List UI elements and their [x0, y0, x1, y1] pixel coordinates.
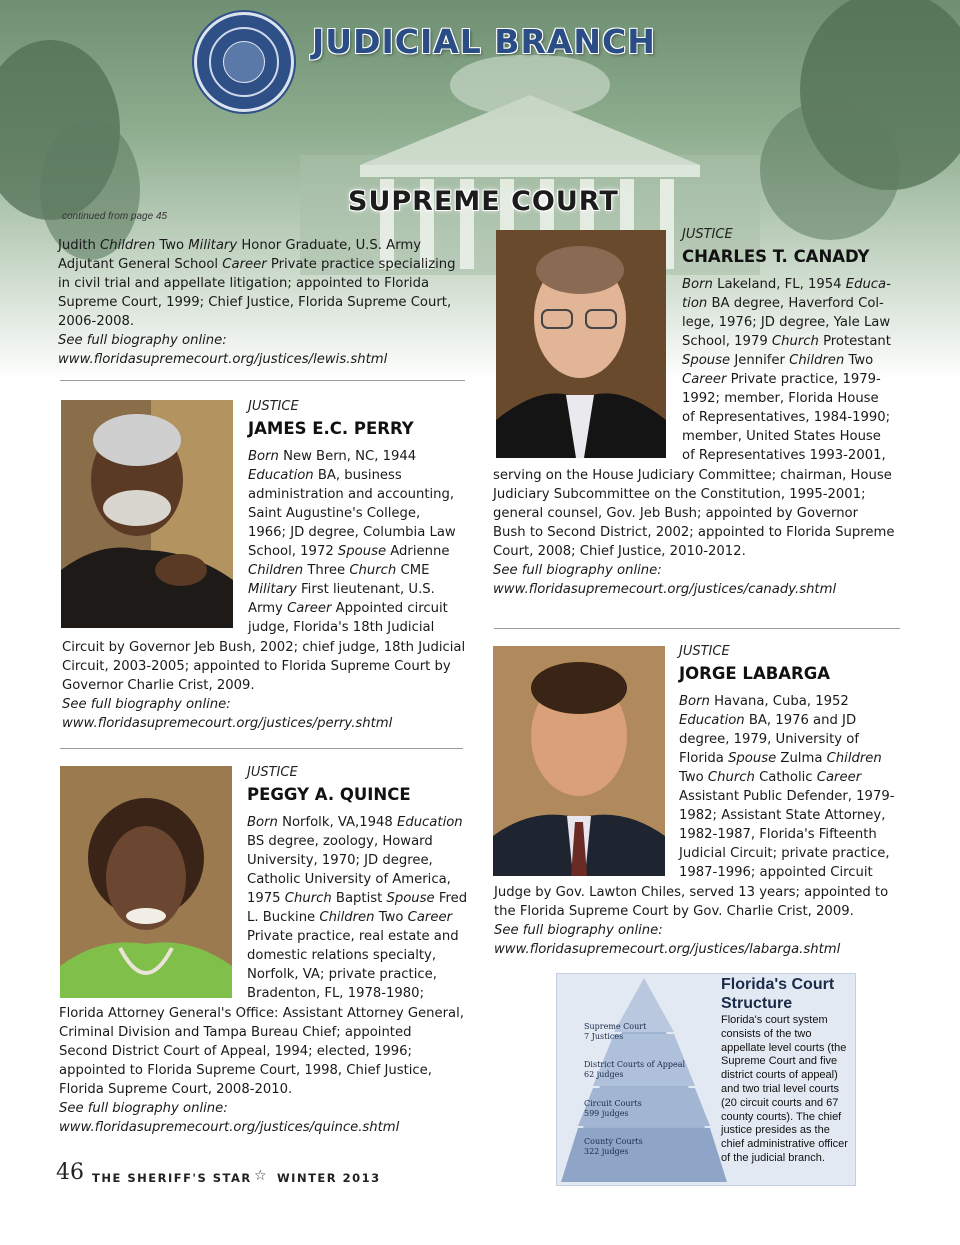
quince-bio-top: Born Norfolk, VA,1948 Education BS degree, zoology, Howard University, 1970; JD degree, Catholic University of America, 1975 Church Baptist Spouse Fred L. Buckine Children Two Career Private practice, real estate and domestic relations specialty, Norfolk, VA; private practice, Bradenton, FL, 1978-1980;: [247, 815, 468, 1001]
lewis-see-more: See full biography online:: [58, 333, 227, 348]
pyramid-level-circuit: Circuit Courts 599 judges: [584, 1099, 642, 1118]
perry-photo: [61, 400, 233, 628]
page-number: 46: [56, 1160, 84, 1185]
labarga-name: JORGE LABARGA: [679, 664, 831, 683]
continued-note: continued from page 45: [62, 211, 168, 222]
pyramid-level-district: District Courts of Appeal 62 judges: [584, 1060, 686, 1079]
perry-bio-top: Born New Bern, NC, 1944 Education BA, business administration and accounting, Saint Augustine's College, 1966; JD degree, Columbia Law School, 1972 Spouse Adrienne Children Three Church CME Military First lieutenant, U.S. Army Career Appointed circuit judge, Florida's 18th Judicial: [248, 449, 456, 635]
canady-bio-bottom: serving on the House Judiciary Committee; chairman, House Judiciary Subcommittee on the Constitution, 1995-2001; general counsel, Gov. Jeb Bush; appointed by Governor Bush to Second District, 2002; appointed to Florida Supreme Court, 2008; Chief Justice, 2010-2012. See full biography online: www.floridasupremecourt.org/justices/canady.shtml: [493, 466, 903, 599]
page-title: JUDICIAL BRANCH: [312, 22, 656, 61]
divider: [60, 748, 463, 749]
tree-right-image: [760, 0, 960, 260]
perry-label: JUSTICE: [248, 399, 299, 414]
canady-name: CHARLES T. CANADY: [682, 247, 870, 266]
labarga-see-more: See full biography online:: [494, 923, 663, 938]
quince-label: JUSTICE: [247, 765, 298, 780]
labarga-bio-bottom: Judge by Gov. Lawton Chiles, served 13 years; appointed to the Florida Supreme Court by Gov. Charlie Crist, 2009. See full biography online: www.floridasupremecourt.org/justices/labarga.shtml: [494, 883, 904, 959]
labarga-label: JUSTICE: [679, 644, 730, 659]
divider: [494, 628, 900, 629]
pyramid-level-supreme: Supreme Court 7 Justices: [584, 1022, 647, 1041]
perry-bio-bottom: Circuit by Governor Jeb Bush, 2002; chief judge, 18th Judicial Circuit, 2003-2005; appointed to Florida Supreme Court by Governor Charlie Crist, 2009. See full biography online: www.floridasupremecourt.org/justices/perry.shtml: [62, 638, 482, 733]
labarga-photo: [493, 646, 665, 876]
perry-see-more: See full biography online:: [62, 697, 231, 712]
pyramid-level-county: County Courts 322 judges: [584, 1137, 643, 1156]
quince-bio-bottom: Florida Attorney General's Office: Assistant Attorney General, Criminal Division and Tampa Bureau Chief; appointed Second District Court of Appeal, 1994; elected, 1996; appointed to Florida Supreme Court, 1998, Chief Justice, Florida Supreme Court, 2008-2010. See full biography online: www.floridasupremecourt.org/justices/quince.shtml: [59, 1004, 479, 1137]
lewis-bio: Judith Children Two Military Honor Graduate, U.S. Army Adjutant General School Career Private practice specializing in civil trial and appellate litigation; appointed to Florida Supreme Court, 1999; Chief Justice, Florida Supreme Court, 2006-2008. See full biography online: www.floridasupremecourt.org/justices/lewis.shtml: [58, 236, 478, 369]
quince-name: PEGGY A. QUINCE: [247, 785, 411, 804]
issue-date: WINTER 2013: [277, 1171, 381, 1185]
perry-name: JAMES E.C. PERRY: [248, 419, 414, 438]
lewis-bio-link[interactable]: www.floridasupremecourt.org/justices/lewis.shtml: [58, 352, 388, 367]
florida-supreme-court-seal-icon: [194, 12, 294, 112]
quince-photo: [60, 766, 232, 998]
perry-bio-link[interactable]: www.floridasupremecourt.org/justices/perry.shtml: [62, 716, 393, 731]
canady-see-more: See full biography online:: [493, 563, 662, 578]
canady-photo: [496, 230, 666, 458]
quince-bio-link[interactable]: www.floridasupremecourt.org/justices/quince.shtml: [59, 1120, 400, 1135]
canady-bio-top: Born Lakeland, FL, 1954 Educa- tion BA degree, Haverford Col- lege, 1976; JD degree, Yale Law School, 1979 Church Protestant Spouse Jennifer Children Two Career Private practice, 1979- 1992; member, Florida House of Representatives, 1984-1990; member, United States House of Representatives 1993-2001,: [682, 277, 891, 463]
court-structure-text: Florida's court system consists of the two appellate level courts (the Supreme Court and five district courts of appeal) and two trial level courts (20 circuit courts and 67 county courts). The chief justice presides as the chief administrative officer of the judicial branch.: [721, 1014, 848, 1164]
divider: [60, 380, 465, 381]
section-title: SUPREME COURT: [348, 186, 619, 217]
labarga-bio-top: Born Havana, Cuba, 1952 Education BA, 1976 and JD degree, 1979, University of Florida Spouse Zulma Children Two Church Catholic Career Assistant Public Defender, 1979- 1982; Assistant State Attorney, 1982-1987, Florida's Fifteenth Judicial Circuit; private practice, 1987-1996; appointed Circuit: [679, 694, 895, 880]
publication-name: THE SHERIFF'S STAR: [92, 1171, 252, 1185]
canady-label: JUSTICE: [682, 227, 733, 242]
star-icon: ☆: [254, 1168, 267, 1184]
labarga-bio-link[interactable]: www.floridasupremecourt.org/justices/labarga.shtml: [494, 942, 841, 957]
canady-bio-link[interactable]: www.floridasupremecourt.org/justices/canady.shtml: [493, 582, 837, 597]
court-structure-title: Florida's Court Structure: [721, 976, 835, 1012]
quince-see-more: See full biography online:: [59, 1101, 228, 1116]
